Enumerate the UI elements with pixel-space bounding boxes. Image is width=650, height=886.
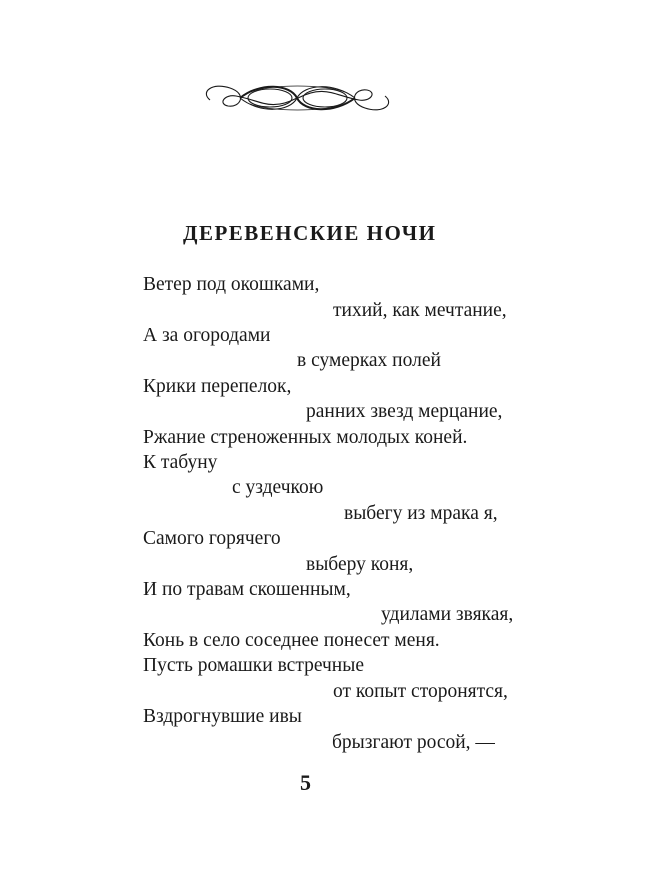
poem-line: Конь в село соседнее понесет меня. bbox=[143, 630, 440, 651]
poem-line: Вздрогнувшие ивы bbox=[143, 706, 302, 727]
poem-title: ДЕРЕВЕНСКИЕ НОЧИ bbox=[183, 221, 437, 245]
poem-line: А за огородами bbox=[143, 325, 271, 346]
poem-line: Пусть ромашки встречные bbox=[143, 655, 364, 676]
poem-line: Самого горячего bbox=[143, 528, 281, 549]
poem-line: И по травам скошенным, bbox=[143, 579, 351, 600]
poem-line: ранних звезд мерцание, bbox=[306, 401, 503, 422]
poem-line: Ржание стреноженных молодых коней. bbox=[143, 427, 468, 448]
poem-line: в сумерках полей bbox=[297, 350, 441, 371]
poem-line: К табуну bbox=[143, 452, 218, 473]
poem-line: от копыт сторонятся, bbox=[333, 681, 508, 702]
poem-line: с уздечкою bbox=[232, 477, 324, 498]
poem-line: брызгают росой, — bbox=[332, 732, 495, 753]
poem-line: выберу коня, bbox=[306, 554, 414, 575]
poem-line: Крики перепелок, bbox=[143, 376, 292, 397]
poem-line: удилами звякая, bbox=[381, 604, 514, 625]
poem-line: Ветер под окошками, bbox=[143, 274, 320, 295]
poem-line: выбегу из мрака я, bbox=[344, 503, 498, 524]
poem-line: тихий, как мечтание, bbox=[333, 300, 507, 321]
ornament-flourish bbox=[200, 78, 395, 118]
page-number: 5 bbox=[300, 770, 311, 795]
